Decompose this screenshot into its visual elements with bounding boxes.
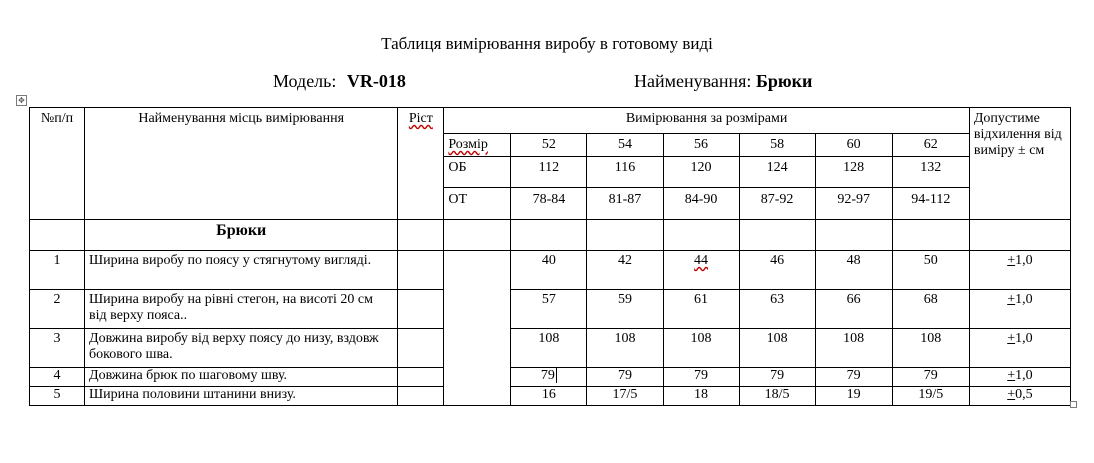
row-value: 17/5 [587, 387, 663, 406]
tolerance-value: 1,0 [1015, 292, 1033, 307]
tolerance-sign: + [1007, 368, 1016, 383]
row-value: 40 [511, 251, 587, 290]
empty-cell [30, 220, 85, 251]
empty-cell [398, 220, 444, 251]
row-value: 19/5 [892, 387, 969, 406]
row-value: 108 [587, 329, 663, 368]
empty-cell [398, 290, 444, 329]
row-value: 63 [739, 290, 815, 329]
size-cell: 58 [739, 134, 815, 157]
name-label: Найменування: [634, 71, 752, 91]
model-label: Модель: [273, 71, 337, 91]
row-value: 66 [815, 290, 892, 329]
row-value: 68 [892, 290, 969, 329]
ot-cell: 84-90 [663, 188, 739, 220]
empty-cell [892, 220, 969, 251]
ob-label: ОБ [444, 157, 511, 188]
row-value [663, 251, 739, 290]
row-tolerance [969, 387, 1070, 406]
row-tolerance [969, 368, 1070, 387]
model-value: VR-018 [346, 71, 406, 91]
tolerance-value: 1,0 [1015, 368, 1033, 383]
row-value: 42 [587, 251, 663, 290]
ot-cell: 78-84 [511, 188, 587, 220]
row-value: 18/5 [739, 387, 815, 406]
empty-cell [969, 220, 1070, 251]
row-value-text: 79 [540, 368, 555, 383]
empty-cell [398, 368, 444, 387]
ob-cell: 128 [815, 157, 892, 188]
tolerance-value: 0,5 [1015, 387, 1033, 402]
empty-cell [398, 329, 444, 368]
row-value: 59 [587, 290, 663, 329]
row-name: Довжина виробу від верху поясу до низу, вздовж бокового шва. [85, 329, 398, 368]
row-tolerance [969, 329, 1070, 368]
empty-cell [398, 251, 444, 290]
row-value: 46 [739, 251, 815, 290]
size-label-cell [444, 134, 511, 157]
empty-cell [663, 220, 739, 251]
row-num: 5 [30, 387, 85, 406]
row-tolerance [969, 251, 1070, 290]
row-value: 108 [739, 329, 815, 368]
empty-cell [511, 220, 587, 251]
size-cell: 56 [663, 134, 739, 157]
tolerance-value: 1,0 [1015, 253, 1033, 268]
table-move-handle-icon[interactable]: ✥ [16, 95, 27, 106]
row-num: 2 [30, 290, 85, 329]
row-name: Довжина брюк по шаговому шву. [85, 368, 398, 387]
empty-cell [398, 387, 444, 406]
row-num: 1 [30, 251, 85, 290]
section-row [30, 220, 1071, 251]
ob-cell: 116 [587, 157, 663, 188]
row-value: 57 [511, 290, 587, 329]
row-tolerance [969, 290, 1070, 329]
row-value-text: 44 [694, 253, 709, 268]
document-title: Таблиця вимірювання виробу в готовому виді [381, 34, 713, 53]
tolerance-sign: + [1007, 292, 1016, 307]
ot-cell: 81-87 [587, 188, 663, 220]
name-value: Брюки [755, 71, 813, 91]
table-row [30, 290, 1071, 329]
row-num: 3 [30, 329, 85, 368]
tolerance-value: 1,0 [1015, 331, 1033, 346]
header-height [398, 108, 444, 220]
header-height-text: Ріст [408, 111, 433, 126]
row-value: 19 [815, 387, 892, 406]
empty-cell [815, 220, 892, 251]
ob-cell: 132 [892, 157, 969, 188]
table-resize-handle[interactable] [1070, 401, 1077, 408]
ot-cell: 87-92 [739, 188, 815, 220]
size-cell: 62 [892, 134, 969, 157]
model-line [273, 71, 406, 92]
row-value: 108 [892, 329, 969, 368]
row-name: Ширина виробу по поясу у стягнутому вигляді. [85, 251, 398, 290]
row-value: 79 [892, 368, 969, 387]
ot-label: ОТ [444, 188, 511, 220]
row-value: 50 [892, 251, 969, 290]
header-place: Найменування місць вимірювання [85, 108, 398, 220]
name-line [634, 71, 812, 92]
row-value: 79 [663, 368, 739, 387]
ob-cell: 112 [511, 157, 587, 188]
size-cell: 54 [587, 134, 663, 157]
row-value: 16 [511, 387, 587, 406]
header-num: №п/п [30, 108, 85, 220]
row-value: 79 [739, 368, 815, 387]
table-row [30, 251, 1071, 290]
ob-cell: 120 [663, 157, 739, 188]
row-value: 108 [663, 329, 739, 368]
section-title: Брюки [85, 220, 398, 251]
ob-cell: 124 [739, 157, 815, 188]
tolerance-sign: + [1007, 387, 1016, 402]
header-row [30, 108, 1071, 134]
row-value: 79 [815, 368, 892, 387]
ot-cell: 92-97 [815, 188, 892, 220]
row-value: 61 [663, 290, 739, 329]
ot-cell: 94-112 [892, 188, 969, 220]
size-label: Розмір [448, 137, 488, 152]
tolerance-sign: + [1007, 331, 1016, 346]
table-row [30, 329, 1071, 368]
row-num: 4 [30, 368, 85, 387]
row-name: Ширина половини штанини внизу. [85, 387, 398, 406]
empty-cell [444, 251, 511, 406]
size-cell: 52 [511, 134, 587, 157]
empty-cell [444, 220, 511, 251]
size-cell: 60 [815, 134, 892, 157]
empty-cell [739, 220, 815, 251]
empty-cell [587, 220, 663, 251]
header-tolerance: Допустиме відхилення від виміру ± см [969, 108, 1070, 220]
header-measurements: Вимірювання за розмірами [444, 108, 970, 134]
row-value[interactable] [511, 368, 587, 387]
row-name: Ширина виробу на рівні стегон, на висоті 20 см від верху пояса.. [85, 290, 398, 329]
row-value: 108 [815, 329, 892, 368]
tolerance-sign: + [1007, 253, 1016, 268]
row-value: 18 [663, 387, 739, 406]
table-row [30, 387, 1071, 406]
row-value: 108 [511, 329, 587, 368]
row-value: 48 [815, 251, 892, 290]
measurement-table [29, 107, 1071, 406]
row-value: 79 [587, 368, 663, 387]
table-row [30, 368, 1071, 387]
